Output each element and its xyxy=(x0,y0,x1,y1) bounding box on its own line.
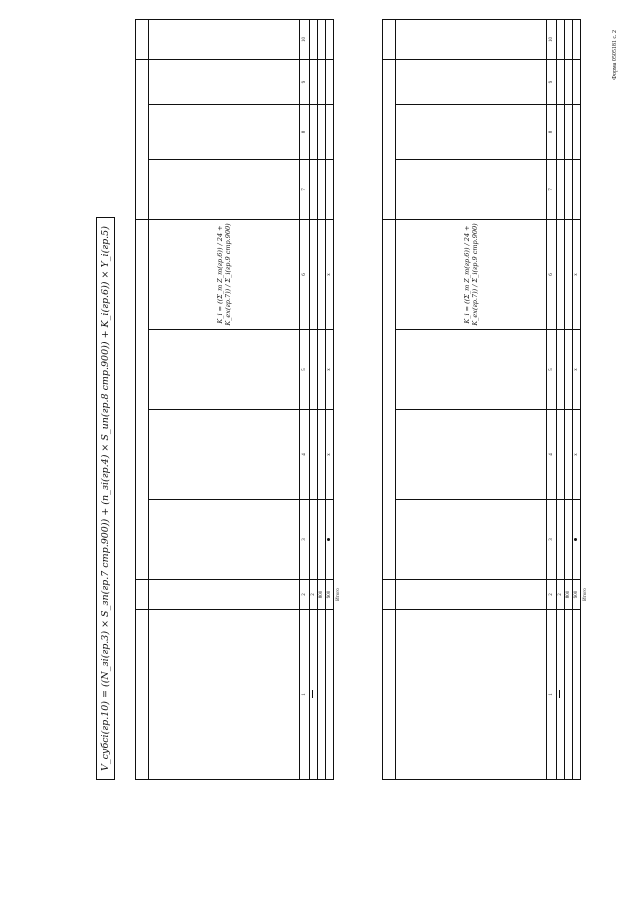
form-code: Форма 0505181 с. 2 xyxy=(612,30,618,80)
cell xyxy=(326,59,334,104)
column-header-row xyxy=(396,19,547,779)
group-header-volume xyxy=(136,19,149,59)
cell xyxy=(565,160,573,220)
total-cell xyxy=(334,105,344,160)
column-number: 10 xyxy=(300,19,310,59)
cell: x xyxy=(573,410,581,500)
column-number: 1 xyxy=(547,610,557,780)
cell xyxy=(565,19,573,59)
cell xyxy=(557,59,565,104)
cell xyxy=(326,160,334,220)
cell xyxy=(557,330,565,410)
column-number: 8 xyxy=(300,105,310,160)
total-cell xyxy=(581,105,591,160)
k-coefficient-formula: K_i = ((Σ_m Z_m(гр.6)) / 24 + K_ex(гр.7)) / Σ_i(гр.9 стр.900) xyxy=(463,223,479,326)
column-number: 5 xyxy=(300,330,310,410)
group-header-indicators-left xyxy=(136,220,149,580)
cell xyxy=(557,160,565,220)
header-col5 xyxy=(149,330,300,410)
cell xyxy=(318,330,326,410)
header-row-code xyxy=(396,580,547,610)
total-cell xyxy=(581,220,591,330)
group-header-indicators-right xyxy=(136,59,149,219)
cell: x xyxy=(573,220,581,330)
cell xyxy=(310,19,318,59)
cell xyxy=(557,19,565,59)
row-region xyxy=(318,610,326,780)
table-row xyxy=(557,19,565,779)
cell xyxy=(557,220,565,330)
k-coefficient-formula: K_i = ((Σ_m Z_m(гр.6)) / 24 + K_ex(гр.7)) / Σ_i(гр.9 стр.900) xyxy=(216,223,232,326)
total-label: Итого xyxy=(334,580,344,610)
cell xyxy=(310,105,318,160)
cell xyxy=(557,410,565,500)
cell xyxy=(318,160,326,220)
group-header-code xyxy=(383,580,396,610)
cell xyxy=(318,410,326,500)
dot-mark xyxy=(327,538,330,541)
column-number: 1 xyxy=(300,610,310,780)
header-row-code xyxy=(149,580,300,610)
total-cell xyxy=(581,19,591,59)
cell xyxy=(310,220,318,330)
cell xyxy=(326,500,334,580)
group-header-row xyxy=(383,19,396,779)
total-label: Итого xyxy=(581,580,591,610)
group-header-region xyxy=(383,610,396,780)
total-cell xyxy=(581,160,591,220)
row-region xyxy=(557,610,565,780)
row-region xyxy=(310,610,318,780)
cell xyxy=(573,105,581,160)
row-code: 2 xyxy=(310,580,318,610)
column-number: 3 xyxy=(547,500,557,580)
cell: x xyxy=(573,330,581,410)
column-number-row xyxy=(300,19,310,779)
column-number: 7 xyxy=(300,160,310,220)
cell xyxy=(573,500,581,580)
column-number: 7 xyxy=(547,160,557,220)
cell xyxy=(573,160,581,220)
row-code: 2 xyxy=(557,580,565,610)
cell xyxy=(326,105,334,160)
group-header-row xyxy=(136,19,149,779)
row-region xyxy=(326,610,334,780)
cell xyxy=(310,500,318,580)
total-cell xyxy=(334,330,344,410)
total-cell xyxy=(334,220,344,330)
cell xyxy=(565,59,573,104)
cell xyxy=(318,59,326,104)
cell xyxy=(318,220,326,330)
cell xyxy=(310,330,318,410)
header-col8 xyxy=(396,105,547,160)
column-number-row xyxy=(547,19,557,779)
cell xyxy=(565,330,573,410)
cell xyxy=(557,500,565,580)
cell xyxy=(565,220,573,330)
cell xyxy=(557,105,565,160)
cell xyxy=(318,500,326,580)
header-col6 xyxy=(149,220,300,330)
header-col10 xyxy=(396,19,547,59)
total-cell xyxy=(581,500,591,580)
row-code: 900 xyxy=(573,580,581,610)
column-header-row xyxy=(149,19,300,779)
column-number: 6 xyxy=(547,220,557,330)
column-number: 2 xyxy=(547,580,557,610)
group-header-indicators-left xyxy=(383,220,396,580)
subsidy-formula-box: V_субсi(гр.10) = ((N_зi(гр.3) × S_зп(гр.7 стр.900)) + (n_зi(гр.4) × S_ип(гр.8 стр.900)) + K_i(гр.6)) × Y_i(гр.5) xyxy=(96,217,115,780)
column-number: 4 xyxy=(547,410,557,500)
header-col6 xyxy=(396,220,547,330)
group-header-region xyxy=(136,610,149,780)
table-row xyxy=(310,19,318,779)
cell xyxy=(565,105,573,160)
total-cell xyxy=(334,410,344,500)
cell: x xyxy=(326,220,334,330)
cell xyxy=(310,160,318,220)
table-row xyxy=(326,19,334,779)
header-col4 xyxy=(149,410,300,500)
header-col5 xyxy=(396,330,547,410)
dash-mark xyxy=(559,691,560,699)
header-col3 xyxy=(149,500,300,580)
table-row xyxy=(565,19,573,779)
column-number: 9 xyxy=(547,59,557,104)
total-cell xyxy=(581,59,591,104)
column-number: 8 xyxy=(547,105,557,160)
group-header-volume xyxy=(383,19,396,59)
total-cell xyxy=(334,59,344,104)
total-cell xyxy=(334,500,344,580)
table-row xyxy=(573,19,581,779)
total-row xyxy=(581,19,591,779)
cell xyxy=(310,59,318,104)
column-number: 9 xyxy=(300,59,310,104)
cell xyxy=(565,410,573,500)
cell xyxy=(326,19,334,59)
header-col9 xyxy=(396,59,547,104)
total-cell xyxy=(581,410,591,500)
row-region xyxy=(573,610,581,780)
total-cell xyxy=(334,19,344,59)
header-col9 xyxy=(149,59,300,104)
row-code: 900 xyxy=(326,580,334,610)
header-col10 xyxy=(149,19,300,59)
column-number: 6 xyxy=(300,220,310,330)
column-number: 4 xyxy=(300,410,310,500)
row-code: 800 xyxy=(318,580,326,610)
total-cell xyxy=(334,160,344,220)
header-col7 xyxy=(149,160,300,220)
header-col3 xyxy=(396,500,547,580)
table-row xyxy=(318,19,326,779)
total-cell xyxy=(581,330,591,410)
cell xyxy=(318,19,326,59)
total-row xyxy=(334,19,344,779)
dash-mark xyxy=(312,691,313,699)
header-region-name xyxy=(396,610,547,780)
cell xyxy=(573,59,581,104)
row-region xyxy=(565,610,573,780)
group-header-indicators-right xyxy=(383,59,396,219)
column-number: 10 xyxy=(547,19,557,59)
cell xyxy=(573,19,581,59)
cell xyxy=(318,105,326,160)
dot-mark xyxy=(574,538,577,541)
cell: x xyxy=(326,410,334,500)
cell: x xyxy=(326,330,334,410)
cell xyxy=(565,500,573,580)
column-number: 5 xyxy=(547,330,557,410)
header-region-name xyxy=(149,610,300,780)
row-code: 800 xyxy=(565,580,573,610)
column-number: 2 xyxy=(300,580,310,610)
cell xyxy=(310,410,318,500)
header-col7 xyxy=(396,160,547,220)
indicator-table-2 xyxy=(382,19,590,780)
column-number: 3 xyxy=(300,500,310,580)
group-header-code xyxy=(136,580,149,610)
header-col4 xyxy=(396,410,547,500)
indicator-table-1 xyxy=(135,19,343,780)
header-col8 xyxy=(149,105,300,160)
